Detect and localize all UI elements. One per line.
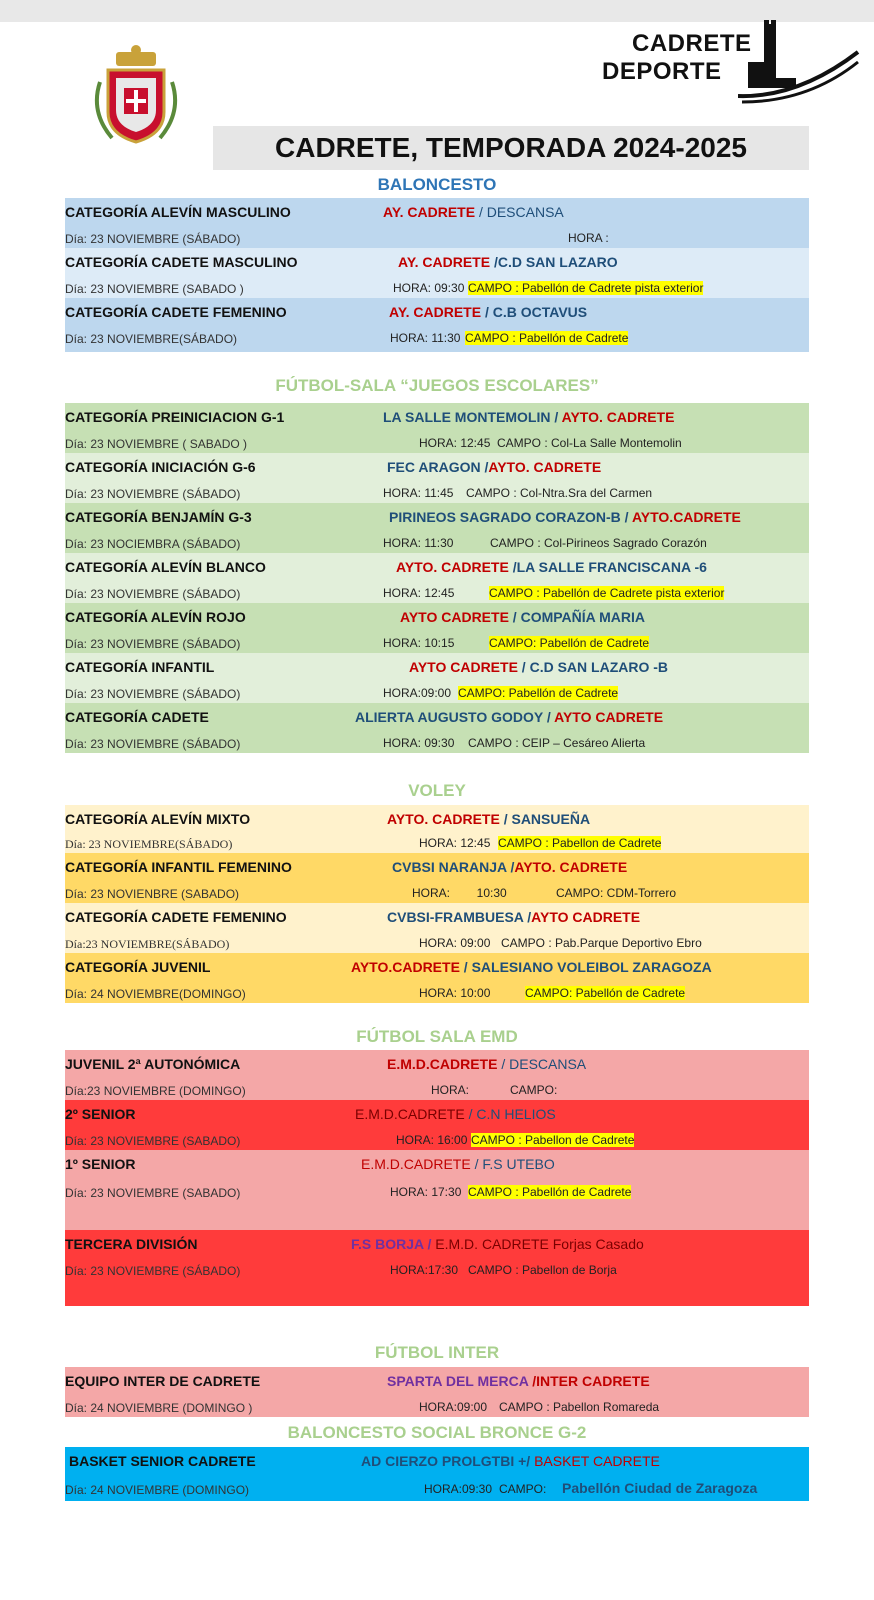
- match-date: Día: 23 NOVIEMBRE (SABADO): [65, 1134, 241, 1148]
- match-time: HORA: 12:45: [419, 836, 491, 850]
- match-venue: CAMPO : Col-Ntra.Sra del Carmen: [466, 486, 653, 500]
- match-date: Día: 24 NOVIEMBRE (DOMINGO ): [65, 1401, 253, 1415]
- match-teams: AYTO.CADRETE / SALESIANO VOLEIBOL ZARAGOZA: [351, 959, 712, 975]
- match-venue: CAMPO : Pabellon de Cadrete: [498, 836, 662, 850]
- section-baloncesto-social: BALONCESTO SOCIAL BRONCE G-2: [287, 1423, 587, 1442]
- castle-tower-icon: [738, 18, 860, 104]
- match-time: HORA: 11:30: [390, 331, 461, 345]
- match-date: Día:23 NOVIEMBRE(SÁBADO): [65, 937, 230, 951]
- match-date: Día: 23 NOVIEMBRE (SÁBADO): [65, 487, 241, 501]
- match-date: Día: 23 NOVIEMBRE (SÁBADO): [65, 687, 241, 701]
- match-row-alevin-masculino: [65, 198, 809, 248]
- match-venue: CAMPO: Pabellón de Cadrete: [489, 636, 650, 650]
- match-date: Día: 23 NOVIEMBRE(SÁBADO): [65, 332, 238, 346]
- futbol-sala-block: [65, 403, 809, 753]
- page-title: CADRETE, TEMPORADA 2024-2025: [213, 126, 809, 170]
- match-date: Día: 23 NOVIEMBRE (SABADO ): [65, 282, 244, 296]
- match-teams: AD CIERZO PROLGTBI +/ BASKET CADRETE: [361, 1453, 660, 1469]
- match-time: HORA: 09:00: [419, 936, 491, 950]
- match-row-juvenil-autonomica: [65, 1050, 809, 1100]
- category-label: EQUIPO INTER DE CADRETE: [65, 1373, 261, 1389]
- match-venue: CAMPO:: [510, 1083, 558, 1097]
- category-label: CATEGORÍA INFANTIL: [65, 659, 215, 675]
- match-teams: AYTO CADRETE / C.D SAN LAZARO -B: [409, 659, 669, 675]
- match-venue: CAMPO: Pabellón de Cadrete: [525, 986, 686, 1000]
- section-futbol-sala-emd: FÚTBOL SALA EMD: [356, 1027, 518, 1046]
- category-label: JUVENIL 2ª AUTONÓMICA: [65, 1056, 241, 1072]
- match-teams: PIRINEOS SAGRADO CORAZON-B / AYTO.CADRETE: [389, 509, 741, 525]
- match-row-cadete: [65, 703, 809, 753]
- match-teams: FEC ARAGON /AYTO. CADRETE: [387, 459, 602, 475]
- match-date: Día: 23 NOVIEMBRE(SÁBADO): [65, 837, 233, 851]
- match-time: HORA: 11:45: [383, 486, 454, 500]
- category-label: CATEGORÍA INICIACIÓN G-6: [65, 459, 256, 475]
- match-row-basket-senior: [65, 1447, 809, 1501]
- match-venue: CAMPO: Pabellón de Cadrete: [458, 686, 619, 700]
- match-venue: CAMPO : Pabellon Romareda: [499, 1400, 660, 1414]
- match-teams: AY. CADRETE / C.B OCTAVUS: [389, 304, 588, 320]
- match-time: HORA: 16:00: [396, 1133, 468, 1147]
- coat-of-arms-logo: [86, 42, 186, 150]
- match-row-preiniciacion: [65, 403, 809, 453]
- category-label: CATEGORÍA PREINICIACION G-1: [65, 409, 285, 425]
- match-time: HORA:17:30: [390, 1263, 459, 1277]
- match-time: HORA: 10:15: [383, 636, 455, 650]
- match-row-infantil: [65, 653, 809, 703]
- match-date: Día: 23 NOVIENBRE (SABADO): [65, 887, 240, 901]
- cadrete-deporte-logo: [598, 18, 860, 104]
- category-label: CATEGORÍA CADETE FEMENINO: [65, 909, 287, 925]
- match-date: Día:23 NOVIEMBRE (DOMINGO): [65, 1084, 246, 1098]
- section-baloncesto: BALONCESTO: [377, 175, 497, 194]
- match-time: HORA: 17:30: [390, 1185, 462, 1199]
- match-time: HORA:: [431, 1083, 470, 1097]
- match-teams: AY. CADRETE / DESCANSA: [383, 204, 564, 220]
- match-teams: SPARTA DEL MERCA /INTER CADRETE: [387, 1373, 650, 1389]
- match-row-alevin-mixto: [65, 805, 809, 853]
- match-date: Día: 23 NOCIEMBRA (SÁBADO): [65, 537, 241, 551]
- match-venue: CAMPO : Pabellon de Cadrete: [471, 1133, 635, 1147]
- match-date: Día: 23 NOVIEMBRE (SÁBADO): [65, 1264, 241, 1278]
- category-label: CATEGORÍA CADETE FEMENINO: [65, 304, 287, 320]
- section-futbol-inter: FÚTBOL INTER: [374, 1343, 500, 1362]
- voley-block: [65, 805, 809, 1003]
- category-label: CATEGORÍA CADETE: [65, 709, 209, 725]
- match-teams: AYTO. CADRETE / SANSUEÑA: [387, 811, 591, 827]
- baloncesto-block: [65, 198, 809, 352]
- futbol-sala-emd-block: [65, 1050, 809, 1306]
- match-time: HORA:09:30: [424, 1482, 493, 1496]
- category-label: CATEGORÍA ALEVÍN ROJO: [65, 609, 246, 625]
- category-label: CATEGORÍA JUVENIL: [65, 959, 211, 975]
- match-time: HORA: 10:00: [419, 986, 491, 1000]
- match-date: Día: 24 NOVIEMBRE (DOMINGO): [65, 1483, 250, 1497]
- section-futbol-sala-escolares: FÚTBOL-SALA “JUEGOS ESCOLARES”: [275, 376, 599, 395]
- match-time: HORA: 09:30: [383, 736, 455, 750]
- match-venue: CAMPO : Col-Pirineos Sagrado Corazón: [490, 536, 707, 550]
- match-teams: E.M.D.CADRETE / DESCANSA: [387, 1056, 587, 1072]
- match-venue: CAMPO : CEIP – Cesáreo Alierta: [468, 736, 646, 750]
- match-time: HORA:09:00: [419, 1400, 488, 1414]
- match-venue: CAMPO : Col-La Salle Montemolin: [497, 436, 682, 450]
- match-teams: E.M.D.CADRETE / C.N HELIOS: [355, 1106, 556, 1122]
- match-row-benjamin: [65, 503, 809, 553]
- match-date: Día: 23 NOVIEMBRE (SABADO): [65, 1186, 241, 1200]
- match-row-alevin-blanco: [65, 553, 809, 603]
- category-label: CATEGORÍA BENJAMÍN G-3: [65, 509, 252, 525]
- match-teams: CVBSI NARANJA /AYTO. CADRETE: [392, 859, 628, 875]
- match-row-alevin-rojo: [65, 603, 809, 653]
- match-date: Día: 23 NOVIEMBRE (SÁBADO): [65, 587, 241, 601]
- match-venue-name: Pabellón Ciudad de Zaragoza: [562, 1480, 758, 1496]
- match-time: HORA: 12:45: [383, 586, 455, 600]
- category-label: BASKET SENIOR CADRETE: [69, 1453, 256, 1469]
- match-date: Día: 23 NOVIEMBRE (SÁBADO): [65, 232, 241, 246]
- match-row-cadete-masculino: [65, 248, 809, 298]
- match-venue: CAMPO : Pabellon de Borja: [468, 1263, 617, 1277]
- match-venue: CAMPO : Pabellón de Cadrete: [465, 331, 629, 345]
- match-venue: CAMPO : Pabellón de Cadrete pista exterior: [489, 586, 725, 600]
- category-label: 2º SENIOR: [65, 1106, 136, 1122]
- match-venue: CAMPO : Pabellón de Cadrete: [468, 1185, 632, 1199]
- match-date: Día: 24 NOVIEMBRE(DOMINGO): [65, 987, 246, 1001]
- category-label: TERCERA DIVISIÓN: [65, 1236, 198, 1252]
- match-date: Día: 23 NOVIEMBRE (SÁBADO): [65, 637, 241, 651]
- futbol-inter-block: [65, 1367, 809, 1417]
- match-row-juvenil: [65, 953, 809, 1003]
- baloncesto-social-block: [65, 1447, 809, 1501]
- match-row-1-senior: [65, 1150, 809, 1230]
- category-label: 1º SENIOR: [65, 1156, 136, 1172]
- match-date: Día: 23 NOVIEMBRE ( SABADO ): [65, 437, 248, 451]
- match-row-inter-cadrete: [65, 1367, 809, 1417]
- brand-line-2: DEPORTE: [602, 58, 722, 85]
- match-venue: CAMPO:: [499, 1482, 547, 1496]
- match-time: HORA: 12:45: [419, 436, 491, 450]
- match-teams: AYTO CADRETE / COMPAÑÍA MARIA: [400, 609, 646, 625]
- match-venue: CAMPO : Pabellón de Cadrete pista exterior: [468, 281, 704, 295]
- match-teams: AYTO. CADRETE /LA SALLE FRANCISCANA -6: [396, 559, 707, 575]
- match-row-infantil-femenino: [65, 853, 809, 903]
- section-voley: VOLEY: [408, 781, 466, 800]
- match-row-cadete-femenino-voley: [65, 903, 809, 953]
- match-time: HORA: 09:30: [393, 281, 465, 295]
- category-label: CATEGORÍA ALEVÍN BLANCO: [65, 559, 266, 575]
- match-time: HORA :: [568, 231, 609, 245]
- match-teams: F.S BORJA / E.M.D. CADRETE Forjas Casado: [351, 1236, 644, 1252]
- match-row-cadete-femenino: [65, 298, 809, 352]
- match-row-tercera-division: [65, 1230, 809, 1306]
- match-teams: E.M.D.CADRETE / F.S UTEBO: [361, 1156, 555, 1172]
- category-label: CATEGORÍA ALEVÍN MIXTO: [65, 811, 251, 827]
- match-row-2-senior: [65, 1100, 809, 1150]
- match-teams: CVBSI-FRAMBUESA /AYTO CADRETE: [387, 909, 641, 925]
- brand-line-1: CADRETE: [632, 30, 752, 57]
- match-time: HORA: 10:30: [412, 886, 507, 900]
- category-label: CATEGORÍA INFANTIL FEMENINO: [65, 859, 292, 875]
- category-label: CATEGORÍA ALEVÍN MASCULINO: [65, 204, 291, 220]
- match-date: Día: 23 NOVIEMBRE (SÁBADO): [65, 737, 241, 751]
- match-time: HORA: 11:30: [383, 536, 454, 550]
- match-venue: CAMPO: CDM-Torrero: [556, 886, 677, 900]
- match-venue: CAMPO : Pab.Parque Deportivo Ebro: [501, 936, 702, 950]
- category-label: CATEGORÍA CADETE MASCULINO: [65, 254, 298, 270]
- match-row-iniciacion: [65, 453, 809, 503]
- match-teams: ALIERTA AUGUSTO GODOY / AYTO CADRETE: [355, 709, 664, 725]
- match-teams: AY. CADRETE /C.D SAN LAZARO: [398, 254, 618, 270]
- match-teams: LA SALLE MONTEMOLIN / AYTO. CADRETE: [383, 409, 675, 425]
- match-time: HORA:09:00: [383, 686, 452, 700]
